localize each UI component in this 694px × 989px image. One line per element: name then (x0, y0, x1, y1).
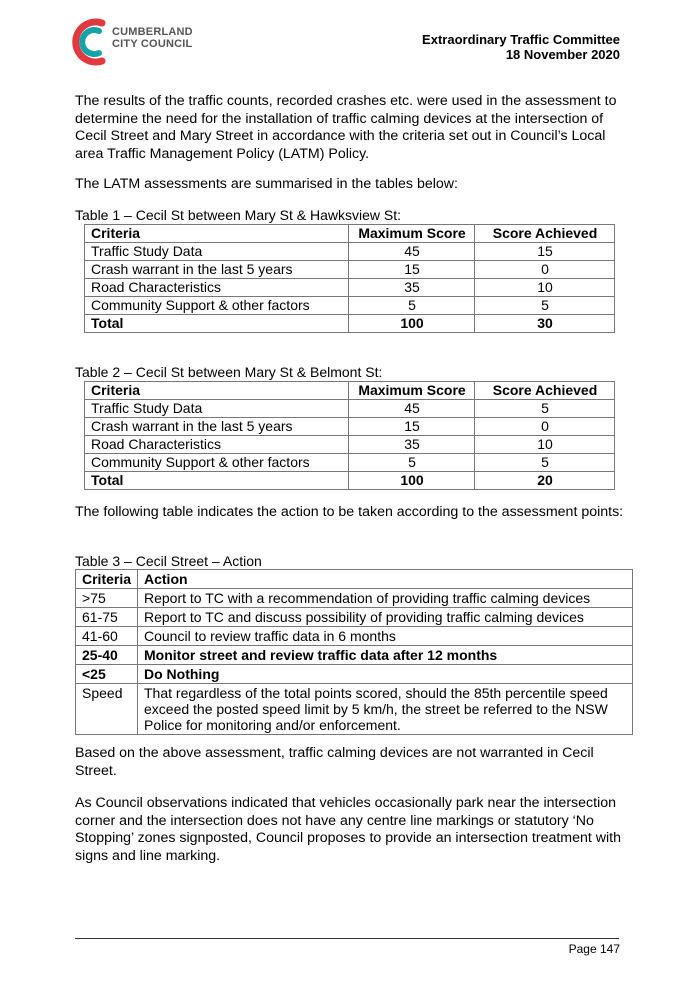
table-cell: <25 (76, 665, 138, 684)
table-row (76, 589, 633, 608)
table-row (85, 243, 615, 261)
table-cell: 5 (349, 297, 475, 315)
table-cell: >75 (76, 589, 138, 608)
table-cell: Total (85, 315, 349, 333)
table-header-row (85, 382, 615, 400)
table-row (85, 279, 615, 297)
table-cell: Traffic Study Data (85, 400, 349, 418)
document-header (422, 32, 620, 62)
table-cell: Total (85, 472, 349, 490)
table3 (75, 569, 633, 735)
table-cell: 25-40 (76, 646, 138, 665)
table-cell: 5 (475, 400, 615, 418)
table-cell: 10 (475, 279, 615, 297)
table-cell: Report to TC with a recommendation of providing traffic calming devices (138, 589, 633, 608)
table-cell: That regardless of the total points scored, should the 85th percentile speed exceed the posted speed limit by 5 km/h, the street be referred to the NSW Police for monitoring and/or enforcement. (138, 684, 633, 735)
table3-caption: Table 3 – Cecil Street – Action (75, 553, 262, 569)
table-cell: 20 (475, 472, 615, 490)
table1 (84, 224, 615, 333)
logo-line-1: CUMBERLAND (112, 26, 193, 38)
table-cell: Monitor street and review traffic data after 12 months (138, 646, 633, 665)
header-cell: Score Achieved (475, 225, 615, 243)
table-cell: 61-75 (76, 608, 138, 627)
footer-rule (75, 938, 619, 939)
table2 (84, 381, 615, 490)
table-cell: 0 (475, 418, 615, 436)
table-cell: 45 (349, 243, 475, 261)
meeting-date: 18 November 2020 (505, 47, 620, 62)
table-cell: Community Support & other factors (85, 297, 349, 315)
table-cell: Traffic Study Data (85, 243, 349, 261)
table-cell: Crash warrant in the last 5 years (85, 418, 349, 436)
table-row (85, 418, 615, 436)
assessment-paragraph: The results of the traffic counts, recorded crashes etc. were used in the assessment to determine the need for the installation of traffic calming devices at the intersection of Cecil Street and Mary Street in accordance with the criteria set out in Council’s Local area Traffic Management Policy (LATM) Policy. (75, 93, 617, 162)
table-header-row (76, 570, 633, 589)
table-cell: Crash warrant in the last 5 years (85, 261, 349, 279)
page-number: Page 147 (568, 942, 620, 956)
table-header-row (85, 225, 615, 243)
summary-intro: The LATM assessments are summarised in the tables below: (75, 176, 458, 192)
conclusion-paragraph: Based on the above assessment, traffic calming devices are not warranted in Cecil Street. (75, 745, 594, 779)
table-cell: Road Characteristics (85, 436, 349, 454)
header-cell: Criteria (85, 225, 349, 243)
table-cell: 41-60 (76, 627, 138, 646)
table-cell: Report to TC and discuss possibility of providing traffic calming devices (138, 608, 633, 627)
table-cell: Community Support & other factors (85, 454, 349, 472)
table-cell: 45 (349, 400, 475, 418)
logo-line-2: CITY COUNCIL (112, 38, 193, 50)
table-cell: Council to review traffic data in 6 months (138, 627, 633, 646)
table-row (85, 436, 615, 454)
council-logo (66, 14, 206, 70)
table-cell: Road Characteristics (85, 279, 349, 297)
table-row (76, 608, 633, 627)
table-cell: 5 (475, 454, 615, 472)
header-cell: Action (138, 570, 633, 589)
proposal-paragraph: As Council observations indicated that vehicles occasionally park near the intersection corner and the intersection does not have any centre line markings or statutory ‘No Stopping’ zones signposted, Council proposes to provide an intersection treatment with signs and line marking. (75, 795, 622, 864)
table-cell: 5 (475, 297, 615, 315)
header-cell: Maximum Score (349, 382, 475, 400)
table-cell: 15 (475, 243, 615, 261)
table-total-row (85, 472, 615, 490)
header-cell: Score Achieved (475, 382, 615, 400)
table-row (76, 684, 633, 735)
table-row (76, 627, 633, 646)
council-logo-icon (66, 14, 112, 70)
header-cell: Criteria (85, 382, 349, 400)
header-cell: Maximum Score (349, 225, 475, 243)
table-cell: 0 (475, 261, 615, 279)
table-cell: 30 (475, 315, 615, 333)
header-cell: Criteria (76, 570, 138, 589)
table-cell: 5 (349, 454, 475, 472)
table-row (76, 646, 633, 665)
table-cell: 35 (349, 279, 475, 297)
table-cell: 10 (475, 436, 615, 454)
table-cell: Speed (76, 684, 138, 735)
table-cell: 35 (349, 436, 475, 454)
table-cell: 100 (349, 315, 475, 333)
logo-wordmark (112, 26, 193, 50)
action-intro: The following table indicates the action to be taken according to the assessment points: (75, 504, 624, 520)
table-cell: 15 (349, 418, 475, 436)
table-row (85, 297, 615, 315)
table1-caption: Table 1 – Cecil St between Mary St & Hawksview St: (75, 207, 402, 223)
table-total-row (85, 315, 615, 333)
table-row (85, 400, 615, 418)
table-cell: Do Nothing (138, 665, 633, 684)
committee-title: Extraordinary Traffic Committee (422, 32, 620, 47)
table-row (85, 454, 615, 472)
table-cell: 15 (349, 261, 475, 279)
table2-caption: Table 2 – Cecil St between Mary St & Belmont St: (75, 364, 383, 380)
table-cell: 100 (349, 472, 475, 490)
table-row (76, 665, 633, 684)
table-row (85, 261, 615, 279)
